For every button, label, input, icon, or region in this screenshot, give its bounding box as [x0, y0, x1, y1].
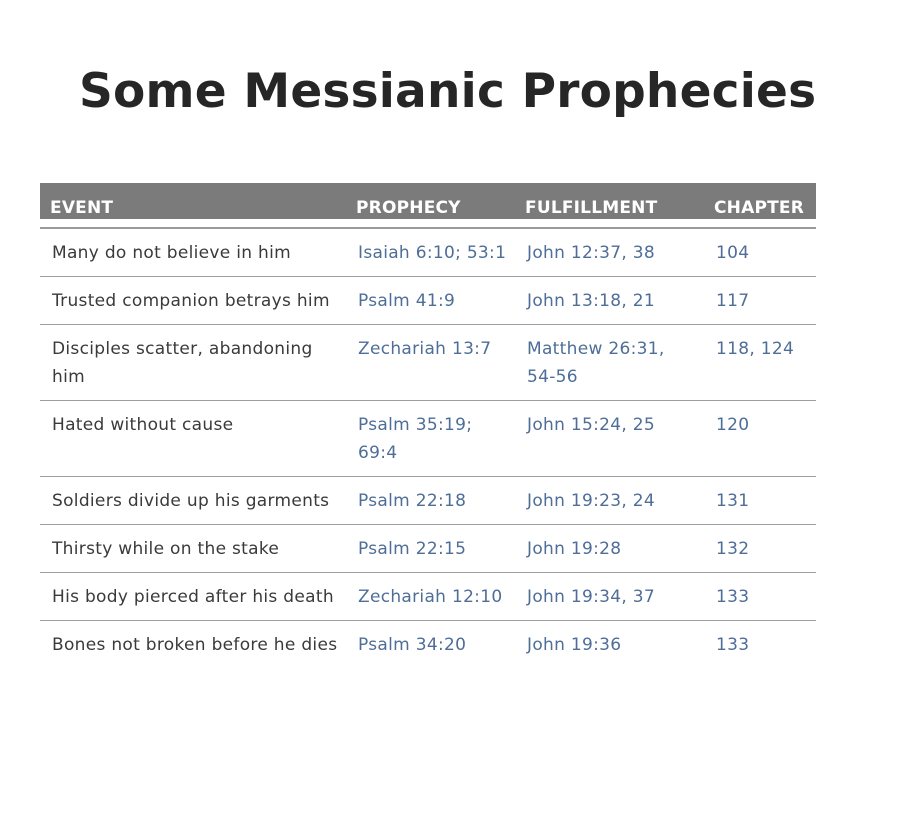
header-row — [40, 183, 816, 219]
table-row — [40, 401, 816, 477]
cell-fulfillment-link[interactable]: John 13:18, 21 — [515, 277, 704, 325]
table-row — [40, 573, 816, 621]
header-event-label: EVENT — [50, 198, 114, 218]
cell-fulfillment-link[interactable]: John 19:23, 24 — [515, 477, 704, 525]
cell-prophecy-link[interactable]: Zechariah 13:7 — [346, 325, 515, 401]
cell-prophecy-link[interactable]: Psalm 22:15 — [346, 525, 515, 573]
cell-fulfillment-link[interactable]: John 15:24, 25 — [515, 401, 704, 477]
prophecy-table — [40, 183, 816, 668]
cell-chapter-link[interactable]: 133 — [704, 573, 816, 621]
cell-fulfillment-link[interactable]: John 19:28 — [515, 525, 704, 573]
header-divider — [40, 219, 816, 228]
table-row — [40, 325, 816, 401]
table-row — [40, 477, 816, 525]
table-row — [40, 228, 816, 277]
cell-event: Soldiers divide up his garments — [40, 477, 346, 525]
cell-chapter-link[interactable]: 104 — [704, 228, 816, 277]
header-prophecy — [346, 183, 515, 219]
cell-fulfillment-link[interactable]: John 12:37, 38 — [515, 228, 704, 277]
cell-prophecy-link[interactable]: Psalm 41:9 — [346, 277, 515, 325]
cell-fulfillment-link[interactable]: John 19:34, 37 — [515, 573, 704, 621]
cell-chapter-link[interactable]: 120 — [704, 401, 816, 477]
cell-event: Many do not believe in him — [40, 228, 346, 277]
cell-prophecy-link[interactable]: Psalm 35:19; 69:4 — [346, 401, 515, 477]
header-prophecy-label: PROPHECY — [356, 198, 461, 218]
header-chapter — [704, 183, 816, 219]
cell-chapter-link[interactable]: 131 — [704, 477, 816, 525]
cell-prophecy-link[interactable]: Psalm 22:18 — [346, 477, 515, 525]
table-row — [40, 277, 816, 325]
cell-event: Hated without cause — [40, 401, 346, 477]
cell-fulfillment-link[interactable]: John 19:36 — [527, 635, 622, 655]
table-row — [40, 525, 816, 573]
table-row — [40, 621, 816, 669]
header-fulfillment — [515, 183, 704, 219]
cell-prophecy-link[interactable]: Isaiah 6:10; 53:1 — [346, 228, 515, 277]
header-divider-cell — [40, 219, 816, 228]
cell-chapter-link[interactable]: 132 — [704, 525, 816, 573]
cell-event: Disciples scatter, abandoning him — [40, 325, 346, 401]
header-chapter-label: CHAPTER — [714, 198, 805, 218]
page-title: Some Messianic Prophecies — [79, 64, 817, 119]
cell-prophecy-link[interactable]: Zechariah 12:10 — [346, 573, 515, 621]
header-fulfillment-label: FULFILLMENT — [525, 198, 658, 218]
cell-event: Thirsty while on the stake — [40, 525, 346, 573]
cell-chapter-link[interactable]: 133 — [716, 635, 750, 655]
cell-fulfillment-link[interactable]: Matthew 26:31, 54-56 — [515, 325, 704, 401]
cell-chapter-link[interactable]: 118, 124 — [704, 325, 816, 401]
cell-chapter-link[interactable]: 117 — [704, 277, 816, 325]
table-header — [40, 183, 816, 228]
header-event — [40, 183, 346, 219]
prophecy-table-container — [40, 183, 816, 668]
cell-event: Trusted companion betrays him — [40, 277, 346, 325]
cell-event: His body pierced after his death — [40, 573, 346, 621]
cell-prophecy-link[interactable]: Psalm 34:20 — [358, 635, 467, 655]
table-body — [40, 228, 816, 668]
cell-event: Bones not broken before he dies — [52, 635, 338, 655]
